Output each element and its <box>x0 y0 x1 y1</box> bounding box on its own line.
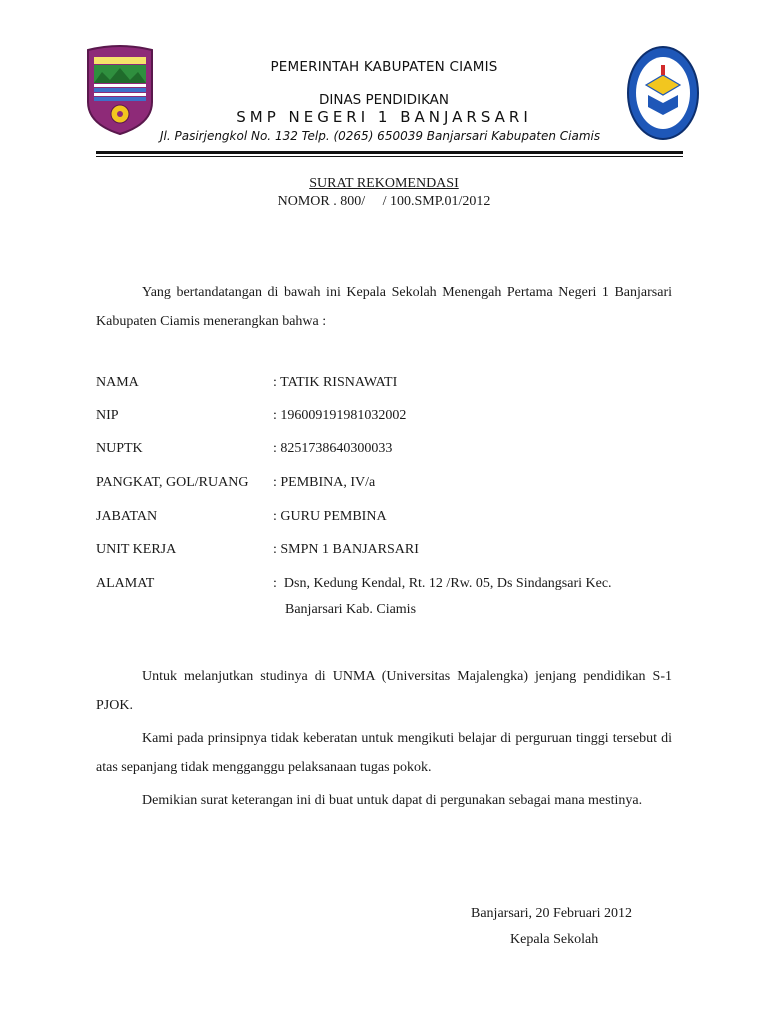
field-label-unit-kerja: UNIT KERJA <box>96 542 177 557</box>
place-date: Banjarsari, 20 Februari 2012 <box>471 906 632 921</box>
field-value-alamat: : Dsn, Kedung Kendal, Rt. 12 /Rw. 05, Ds Sindangsari Kec. <box>273 576 612 591</box>
field-label-nama: NAMA <box>96 375 139 390</box>
field-label-nip: NIP <box>96 408 119 423</box>
field-label-jabatan: JABATAN <box>96 509 158 524</box>
field-label-nuptk: NUPTK <box>96 441 143 456</box>
field-label-alamat: ALAMAT <box>96 576 155 591</box>
body-paragraph-penutup: Demikian surat keterangan ini di buat untuk dapat di pergunakan sebagai mana mestinya. <box>142 793 643 808</box>
field-value-nuptk: : 8251738640300033 <box>273 441 393 456</box>
letter-number: NOMOR . 800/ / 100.SMP.01/2012 <box>277 194 491 209</box>
field-value-nip: : 196009191981032002 <box>273 408 407 423</box>
field-value-pangkat: : PEMBINA, IV/a <box>273 475 376 490</box>
field-value-nama: : TATIK RISNAWATI <box>273 375 398 390</box>
header-divider-thin <box>96 156 683 157</box>
body-paragraph-izin: Kami pada prinsipnya tidak keberatan untuk mengikuti belajar di perguruan tinggi tersebut di atas sepanjang tidak mengganggu pelaksanaan tugas pokok. <box>96 731 672 775</box>
body-paragraph-studi: Untuk melanjutkan studinya di UNMA (Universitas Majalengka) jenjang pendidikan S-1 PJOK. <box>96 669 672 713</box>
field-value-alamat-line2: Banjarsari Kab. Ciamis <box>285 602 417 617</box>
kop-alamat: Jl. Pasirjengkol No. 132 Telp. (0265) 650039 Banjarsari Kabupaten Ciamis <box>160 129 601 143</box>
opening-paragraph: Yang bertandatangan di bawah ini Kepala Sekolah Menengah Pertama Negeri 1 Banjarsari Kabupaten Ciamis menerangkan bahwa : <box>96 285 672 329</box>
kop-sekolah: SMP NEGERI 1 BANJARSARI <box>236 108 532 126</box>
letter-title: SURAT REKOMENDASI <box>309 176 459 191</box>
kop-dinas: DINAS PENDIDIKAN <box>318 92 450 108</box>
field-value-jabatan: : GURU PEMBINA <box>273 509 387 524</box>
kop-pemerintah: PEMERINTAH KABUPATEN CIAMIS <box>270 59 498 75</box>
field-label-pangkat: PANGKAT, GOL/RUANG <box>96 475 249 490</box>
field-value-unit-kerja: : SMPN 1 BANJARSARI <box>273 542 419 557</box>
signer-role: Kepala Sekolah <box>510 932 599 947</box>
header-divider-thick <box>96 151 683 154</box>
